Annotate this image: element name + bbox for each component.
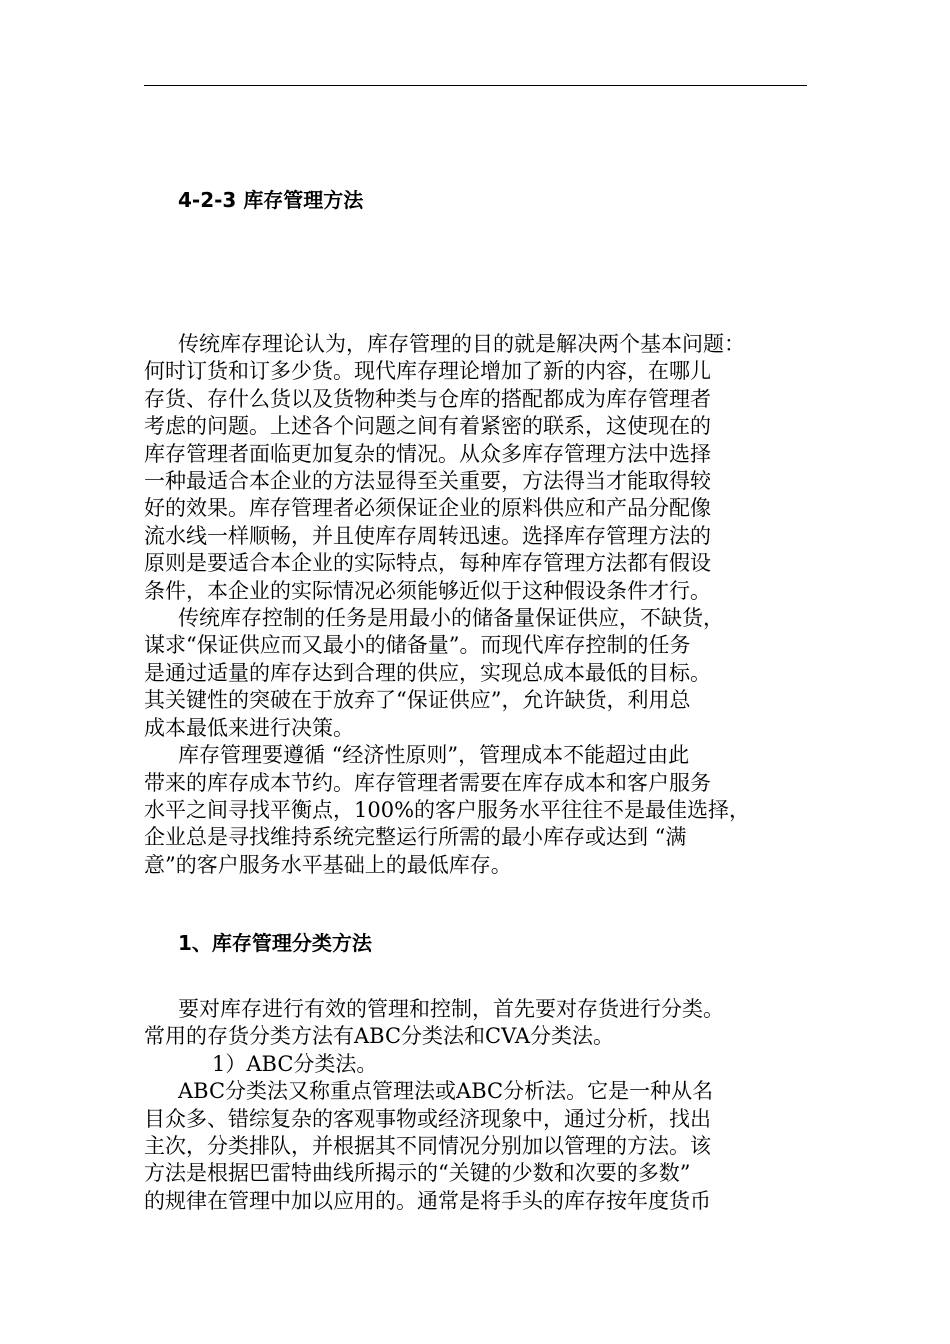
subsection-heading: 1、库存管理分类方法 (178, 931, 372, 955)
text-line: 条件，本企业的实际情况必须能够近似于这种假设条件才行。 (144, 578, 711, 603)
text-line: 好的效果。库存管理者必须保证企业的原料供应和产品分配像 (144, 496, 711, 521)
text-line: 流水线一样顺畅，并且使库存周转迅速。选择库存管理方法的 (144, 523, 711, 548)
text-line: 水平之间寻找平衡点，100%的客户服务水平往往不是最佳选择， (144, 797, 751, 822)
text-line: 1）ABC分类法。 (212, 1051, 378, 1076)
text-line: 传统库存理论认为，库存管理的目的就是解决两个基本问题： (178, 332, 745, 356)
text-line: 企业总是寻找维持系统完整运行所需的最小库存或达到 “满 (144, 825, 687, 850)
text-line: 考虑的问题。上述各个问题之间有着紧密的联系，这使现在的 (144, 414, 711, 439)
text-line: 常用的存货分类方法有ABC分类法和CVA分类法。 (144, 1024, 615, 1049)
text-line: 传统库存控制的任务是用最小的储备量保证供应，不缺货， (178, 606, 724, 631)
text-line: 库存管理者面临更加复杂的情况。从众多库存管理方法中选择 (144, 441, 711, 466)
subsection-text-section (144, 996, 807, 1215)
text-line: 目众多、错综复杂的客观事物或经济现象中，通过分析，找出 (144, 1106, 711, 1131)
paragraph-abc-label (144, 1051, 807, 1078)
text-line: 要对库存进行有效的管理和控制，首先要对存货进行分类。 (178, 997, 724, 1021)
text-line: 一种最适合本企业的方法显得至关重要，方法得当才能取得较 (144, 469, 711, 494)
section-heading: 4-2-3 库存管理方法 (178, 188, 364, 212)
paragraph-economy-principle (144, 742, 807, 879)
text-line: 带来的库存成本节约。库存管理者需要在库存成本和客户服务 (144, 770, 711, 795)
text-line: ABC分类法又称重点管理法或ABC分析法。它是一种从名 (178, 1079, 714, 1104)
text-line: 原则是要适合本企业的实际特点，每种库存管理方法都有假设 (144, 551, 711, 576)
paragraph-abc-method (144, 1078, 807, 1215)
text-line: 何时订货和订多少货。现代库存理论增加了新的内容，在哪儿 (144, 359, 711, 384)
text-line: 成本最低来进行决策。 (144, 715, 354, 740)
text-line: 的规律在管理中加以应用的。通常是将手头的库存按年度货币 (144, 1188, 711, 1213)
text-line: 意”的客户服务水平基础上的最低库存。 (144, 852, 512, 877)
text-line: 方法是根据巴雷特曲线所揭示的“关键的少数和次要的多数” (144, 1161, 691, 1186)
text-line: 库存管理要遵循 “经济性原则”，管理成本不能超过由此 (178, 743, 690, 768)
text-line: 其关键性的突破在于放弃了“保证供应”，允许缺货，利用总 (144, 688, 691, 713)
text-line: 谋求“保证供应而又最小的储备量”。而现代库存控制的任务 (144, 633, 691, 658)
paragraph-inventory-control (144, 605, 807, 742)
body-text-section (144, 331, 807, 879)
header-rule (144, 85, 807, 86)
text-line: 主次，分类排队，并根据其不同情况分别加以管理的方法。该 (144, 1134, 711, 1159)
paragraph-classification-intro (144, 996, 807, 1051)
text-line: 是通过适量的库存达到合理的供应，实现总成本最低的目标。 (144, 660, 711, 685)
text-line: 存货、存什么货以及货物种类与仓库的搭配都成为库存管理者 (144, 386, 711, 411)
paragraph-traditional-theory (144, 331, 807, 605)
